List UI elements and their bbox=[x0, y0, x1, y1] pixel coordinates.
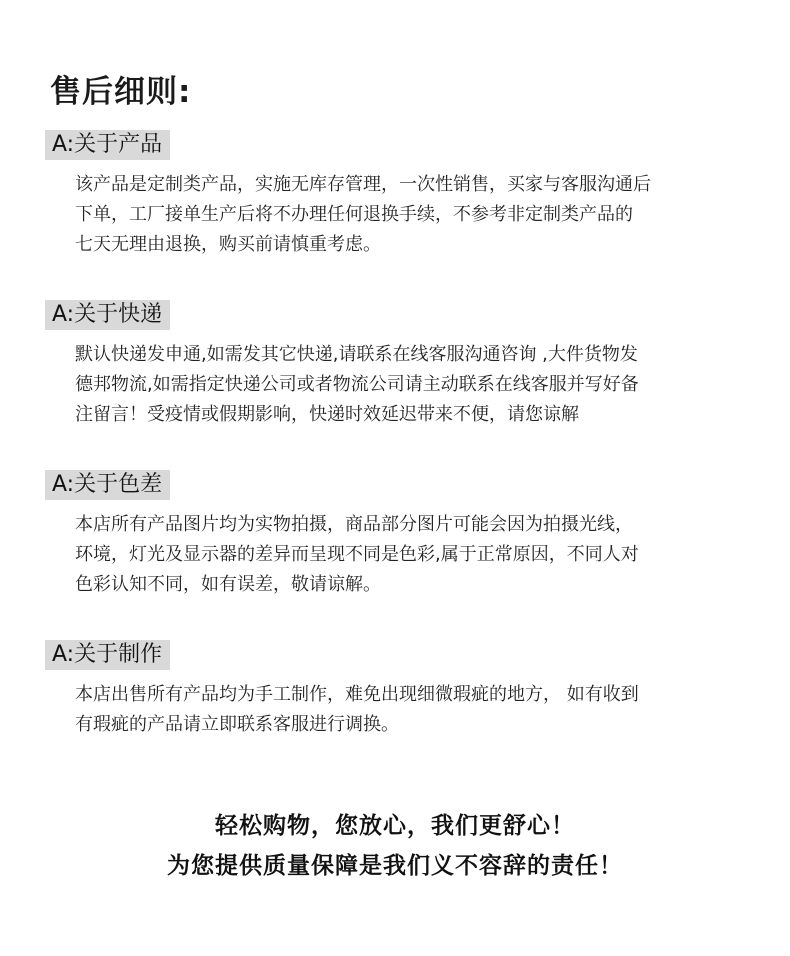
body-line: 该产品是定制类产品，实施无库存管理，一次性销售，买家与客服沟通后 bbox=[75, 174, 651, 195]
section-body-shipping bbox=[75, 340, 745, 430]
section-header-shipping: A:关于快递 bbox=[45, 300, 170, 330]
body-line: 色彩认知不同，如有误差，敬请谅解。 bbox=[75, 574, 381, 595]
body-line: 本店出售所有产品均为手工制作，难免出现细微瑕疵的地方， 如有收到 bbox=[75, 684, 639, 705]
body-line: 德邦物流,如需指定快递公司或者物流公司请主动联系在线客服并写好备 bbox=[75, 374, 639, 395]
body-line: 七天无理由退换，购买前请慎重考虑。 bbox=[75, 234, 381, 255]
body-line: 下单，工厂接单生产后将不办理任何退换手续，不参考非定制类产品的 bbox=[75, 204, 633, 225]
section-header-product: A:关于产品 bbox=[45, 130, 170, 160]
body-line: 本店所有产品图片均为实物拍摄，商品部分图片可能会因为拍摄光线， bbox=[75, 514, 633, 535]
section-body-production bbox=[75, 680, 745, 740]
body-line: 默认快递发申通,如需发其它快递,请联系在线客服沟通咨询 ,大件货物发 bbox=[75, 344, 638, 365]
section-body-color-difference bbox=[75, 510, 745, 600]
body-line: 注留言！受疫情或假期影响，快递时效延迟带来不便，请您谅解 bbox=[75, 404, 579, 425]
section-body-product bbox=[75, 170, 745, 260]
page-title: 售后细则: bbox=[50, 74, 192, 110]
body-line: 环境，灯光及显示器的差异而呈现不同是色彩,属于正常原因，不同人对 bbox=[75, 544, 639, 565]
section-shipping bbox=[45, 300, 745, 430]
body-line: 有瑕疵的产品请立即联系客服进行调换。 bbox=[75, 714, 399, 735]
section-color-difference bbox=[45, 470, 745, 600]
footer-slogan bbox=[0, 806, 790, 886]
section-header-color-difference: A:关于色差 bbox=[45, 470, 170, 500]
footer-line-2: 为您提供质量保障是我们义不容辞的责任！ bbox=[167, 853, 623, 879]
section-header-production: A:关于制作 bbox=[45, 640, 170, 670]
section-product bbox=[45, 130, 745, 260]
footer-line-1: 轻松购物，您放心，我们更舒心！ bbox=[215, 813, 575, 839]
section-production bbox=[45, 640, 745, 740]
